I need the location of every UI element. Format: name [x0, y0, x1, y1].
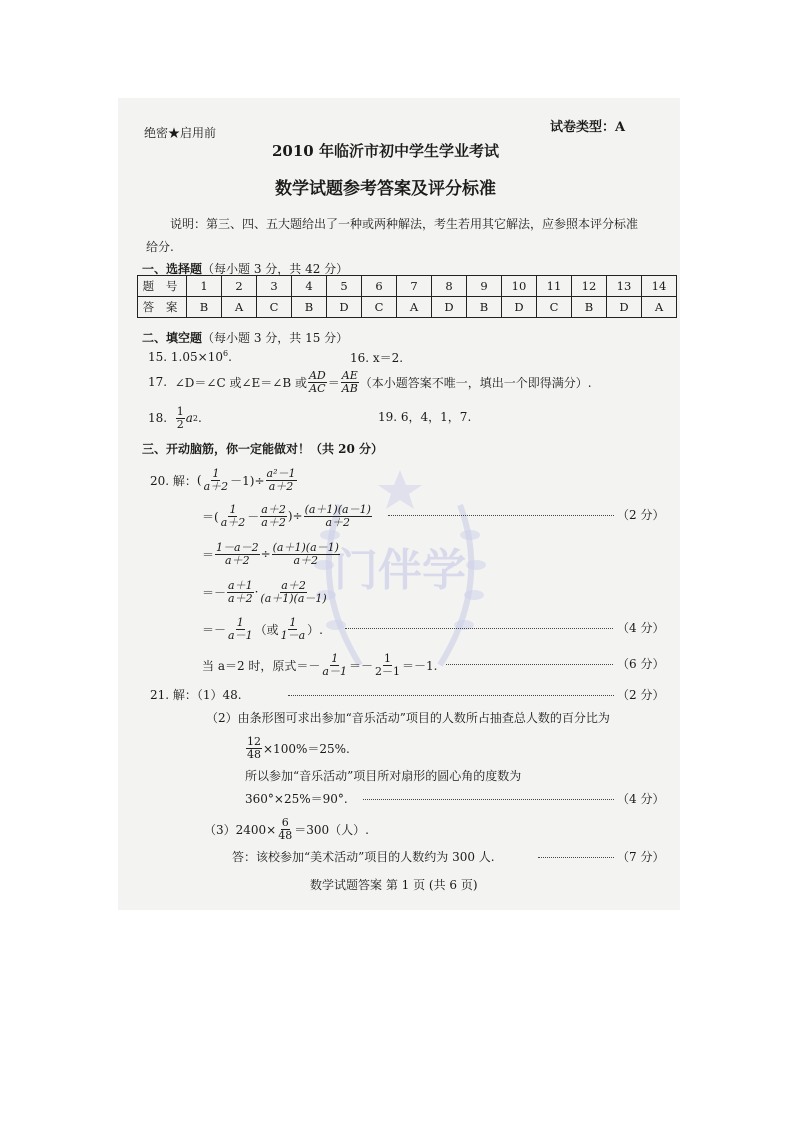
q20-line-5 [202, 612, 323, 646]
q15-end: . [228, 350, 232, 364]
q21-points-2: （2 分） [617, 688, 665, 702]
frac-num: a²－1 [266, 466, 296, 480]
frac-den: a＋2 [325, 515, 350, 529]
q20-points-4: （4 分） [617, 621, 665, 635]
q17-f1-den: AC [309, 381, 326, 395]
q20-l6-fraction-1 [321, 653, 348, 677]
table-cell: A [397, 297, 432, 318]
q20-l2-fraction-3 [304, 504, 372, 528]
leader-dots [446, 664, 613, 665]
q20-line-1 [150, 463, 298, 497]
q20-l1-fraction-2 [266, 468, 297, 492]
q21-line-5: 360°×25%＝90°. [245, 792, 348, 806]
leader-dots [388, 515, 614, 516]
table-cell: 11 [537, 276, 572, 297]
q21-line-7: 答：该校参加“美术活动”项目的人数约为 300 人. [232, 850, 495, 864]
watermark-text: 门伴学 [334, 545, 466, 596]
frac-num: 1 [289, 615, 297, 629]
table-cell: C [362, 297, 397, 318]
leader-dots [363, 799, 614, 800]
secret-label: 绝密★启用前 [144, 126, 217, 140]
table-cell: 14 [642, 276, 677, 297]
q20-points-2: （2 分） [617, 508, 665, 522]
answer-19: 19. 6，4，1，7. [378, 410, 472, 424]
section2-title: 二、填空题 [142, 331, 203, 345]
q20-l2-fraction-1 [220, 504, 247, 528]
q17-number: 17. [148, 375, 168, 389]
frac-den: a＋2 [220, 515, 246, 529]
q20-l5-or: （或 [254, 622, 279, 637]
q21-line-3 [245, 731, 350, 765]
q15-base: 1.05×10 [170, 350, 223, 364]
table-cell: C [537, 297, 572, 318]
frac-num: 1 [384, 651, 391, 665]
q21-l6-text: ＝300（人）. [294, 822, 369, 837]
q20-l3-fraction-1 [215, 542, 260, 566]
frac-num: 6 [281, 815, 289, 829]
table-cell: 10 [502, 276, 537, 297]
leader-dots [345, 628, 613, 629]
q20-line-3 [202, 537, 341, 571]
frac-num: a＋2 [261, 502, 286, 516]
q17-f1-num: AD [308, 368, 326, 382]
q20-l3-pre: ＝ [202, 547, 215, 562]
table-cell: 8 [432, 276, 467, 297]
table-row-answers [138, 297, 677, 318]
q17-f2-num: AE [341, 368, 358, 382]
q20-l4-fraction-2 [259, 580, 327, 604]
q20-points-6: （6 分） [617, 657, 665, 671]
section1-title: 一、选择题 [142, 262, 203, 276]
q17-note: （本小题答案不唯一，填出一个即得满分）. [359, 375, 592, 390]
q21-points-4: （4 分） [617, 792, 665, 806]
frac-den: a＋2 [268, 479, 294, 493]
frac-num: 1－a－2 [216, 540, 259, 554]
q20-l2-fraction-2 [260, 504, 287, 528]
frac-den: 2－1 [375, 664, 400, 678]
q15-exponent: 6 [222, 349, 229, 358]
q20-line-4 [202, 575, 329, 609]
table-cell: 13 [607, 276, 642, 297]
q20-l1-fraction-1 [203, 468, 230, 492]
section1-detail: （每小题 3 分，共 42 分） [202, 262, 349, 276]
q20-line-6 [202, 648, 437, 682]
q21-l6-pre: （3）2400× [204, 822, 277, 837]
q20-l1-mid: －1)÷ [230, 473, 265, 488]
q18-f-num: 1 [176, 404, 184, 418]
q18-fraction [176, 406, 185, 430]
q18-variable: a [185, 411, 193, 425]
leader-dots [538, 857, 614, 858]
frac-den: a－1 [322, 664, 347, 678]
table-cell: B [292, 297, 327, 318]
frac-den: a＋2 [203, 479, 229, 493]
q21-line-6 [204, 812, 369, 846]
q17-equals: ＝ [327, 375, 340, 390]
frac-den: a－1 [228, 628, 253, 642]
table-cell: 5 [327, 276, 362, 297]
q20-l4-pre: ＝－ [202, 585, 227, 600]
q21-line-4: 所以参加“音乐活动”项目所对扇形的圆心角的度数为 [245, 769, 522, 783]
q20-l3-fraction-2 [272, 542, 340, 566]
answer-18 [148, 403, 202, 433]
q20-l1-open: ( [196, 473, 202, 487]
q21-line-1: 21. 解：（1）48. [150, 688, 242, 702]
paper-type: 试卷类型：A [550, 120, 626, 135]
q17-text: ∠D＝∠C 或∠E＝∠B 或 [174, 375, 307, 390]
q20-l6-fraction-2 [374, 653, 401, 677]
frac-num: 1 [229, 502, 237, 516]
table-cell: 9 [467, 276, 502, 297]
table-cell: 6 [362, 276, 397, 297]
q20-l3-div: ÷ [260, 547, 271, 561]
answer-15 [148, 349, 232, 364]
q20-l2-minus: － [247, 509, 260, 524]
q21-l6-fraction [277, 817, 293, 841]
q20-l2-close: )÷ [287, 509, 303, 523]
exam-title: 2010 年临沂市初中学生学业考试 [272, 142, 499, 160]
q21-l3-fraction [246, 736, 262, 760]
table-cell: 12 [572, 276, 607, 297]
table-cell: D [502, 297, 537, 318]
table-cell: A [642, 297, 677, 318]
section2-detail: （每小题 3 分，共 15 分） [202, 331, 349, 345]
frac-den: (a＋1)(a－1) [260, 591, 327, 605]
leader-dots [288, 695, 614, 696]
frac-num: 1 [236, 615, 244, 629]
row-label-answer: 答 案 [138, 297, 187, 318]
answer-17 [148, 367, 592, 397]
frac-den: 48 [247, 747, 261, 761]
q20-l2-pre: ＝( [202, 509, 219, 524]
table-cell: B [187, 297, 222, 318]
table-cell: 4 [292, 276, 327, 297]
q21-line-2: （2）由条形图可求出参加“音乐活动”项目的人数所占抽查总人数的百分比为 [206, 711, 610, 725]
q20-l6-eq: ＝－ [348, 658, 373, 673]
table-cell: D [327, 297, 362, 318]
row-label-number: 题 号 [138, 276, 187, 297]
answer-16: 16. x＝2. [350, 351, 404, 365]
frac-num: (a＋1)(a－1) [272, 540, 339, 554]
answer-table [137, 275, 677, 318]
frac-den: a＋2 [228, 591, 253, 605]
section2-heading [142, 329, 348, 346]
q18-exponent: 2 [192, 413, 198, 423]
frac-den: a＋2 [293, 553, 319, 567]
table-cell: 1 [187, 276, 222, 297]
section3-title: 三、开动脑筋，你一定能做对！（共 20 分） [142, 442, 384, 456]
q21-l3-text: ×100%＝25%. [263, 741, 350, 756]
q20-line-2 [202, 499, 373, 533]
frac-num: a＋2 [281, 578, 306, 592]
frac-num: 12 [247, 734, 261, 748]
table-cell: D [432, 297, 467, 318]
q18-end: . [197, 411, 202, 425]
q20-l5-pre: ＝－ [202, 622, 227, 637]
frac-num: 1 [331, 651, 339, 665]
table-cell: 7 [397, 276, 432, 297]
q17-f2-den: AB [341, 381, 358, 395]
q21-points-7: （7 分） [617, 850, 665, 864]
note-line-2: 给分. [146, 240, 174, 254]
q17-fraction-2 [341, 370, 359, 394]
q20-l5-fraction-2 [280, 617, 307, 641]
q20-l5-fraction-1 [227, 617, 254, 641]
q20-l4-dot: · [254, 585, 259, 599]
frac-den: 1－a [280, 628, 306, 642]
q17-fraction-1 [308, 370, 327, 394]
table-cell: 2 [222, 276, 257, 297]
q20-l6-end: ＝－1. [402, 658, 438, 673]
q20-l5-close: ）. [307, 622, 323, 637]
frac-num: 1 [212, 466, 220, 480]
q15-number: 15. [148, 350, 168, 364]
table-cell: B [572, 297, 607, 318]
q18-f-den: 2 [176, 417, 184, 431]
frac-den: 48 [278, 828, 293, 842]
table-cell: D [607, 297, 642, 318]
table-cell: C [257, 297, 292, 318]
q20-label: 20. 解： [150, 473, 197, 488]
table-cell: 3 [257, 276, 292, 297]
frac-num: a＋1 [228, 578, 253, 592]
table-cell: B [467, 297, 502, 318]
table-row-numbers [138, 276, 677, 297]
frac-num: (a＋1)(a－1) [304, 502, 371, 516]
frac-den: a＋2 [225, 553, 250, 567]
table-cell: A [222, 297, 257, 318]
doc-title: 数学试题参考答案及评分标准 [275, 179, 496, 199]
q20-l6-text: 当 a＝2 时，原式＝－ [202, 658, 321, 673]
page-footer: 数学试题答案 第 1 页 (共 6 页) [310, 878, 478, 892]
q18-number: 18. [148, 411, 168, 425]
q20-l4-fraction-1 [227, 580, 254, 604]
frac-den: a＋2 [261, 515, 286, 529]
note-line-1: 说明：第三、四、五大题给出了一种或两种解法，考生若用其它解法，应参照本评分标准 [170, 217, 639, 231]
